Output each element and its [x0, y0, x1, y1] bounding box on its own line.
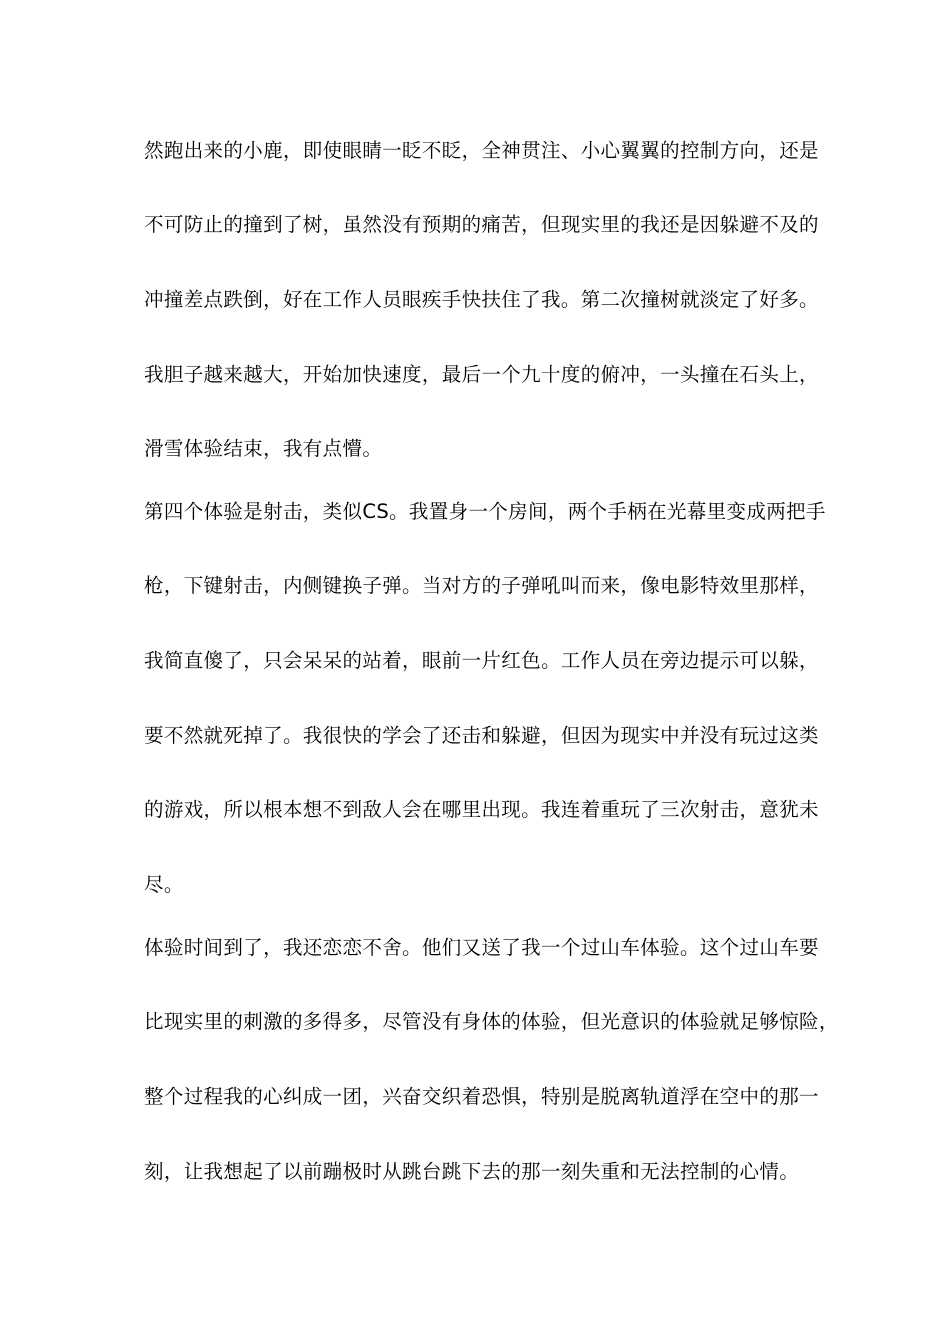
- text-line-2: 不可防止的撞到了树，虽然没有预期的痛苦，但现实里的我还是因躲避不及的: [144, 213, 819, 236]
- text-line-3: 冲撞差点跌倒，好在工作人员眼疾手快扶住了我。第二次撞树就淡定了好多。: [144, 288, 819, 311]
- text-line-11: 尽。: [144, 873, 184, 896]
- text-line-7: 枪，下键射击，内侧键换子弹。当对方的子弹吼叫而来，像电影特效里那样，: [144, 574, 819, 597]
- text-line-10: 的游戏，所以根本想不到敌人会在哪里出现。我连着重玩了三次射击，意犹未: [144, 798, 819, 821]
- text-line-5: 滑雪体验结束，我有点懵。: [144, 437, 383, 460]
- text-line-12: 体验时间到了，我还恋恋不舍。他们又送了我一个过山车体验。这个过山车要: [144, 936, 819, 959]
- text-line-1: 然跑出来的小鹿，即使眼睛一眨不眨，全神贯注、小心翼翼的控制方向，还是: [144, 139, 819, 162]
- text-line-14: 整个过程我的心纠成一团，兴奋交织着恐惧，特别是脱离轨道浮在空中的那一: [144, 1085, 819, 1108]
- text-line-4: 我胆子越来越大，开始加快速度，最后一个九十度的俯冲，一头撞在石头上，: [144, 363, 819, 386]
- text-line-8: 我简直傻了，只会呆呆的站着，眼前一片红色。工作人员在旁边提示可以躲，: [144, 649, 819, 672]
- text-line-9: 要不然就死掉了。我很快的学会了还击和躲避，但因为现实中并没有玩过这类: [144, 724, 819, 747]
- text-line-6: 第四个体验是射击，类似CS。我置身一个房间，两个手柄在光幕里变成两把手: [144, 500, 826, 523]
- text-line-13: 比现实里的刺激的多得多，尽管没有身体的体验，但光意识的体验就足够惊险，: [144, 1010, 839, 1033]
- text-line-15: 刻，让我想起了以前蹦极时从跳台跳下去的那一刻失重和无法控制的心情。: [144, 1160, 800, 1183]
